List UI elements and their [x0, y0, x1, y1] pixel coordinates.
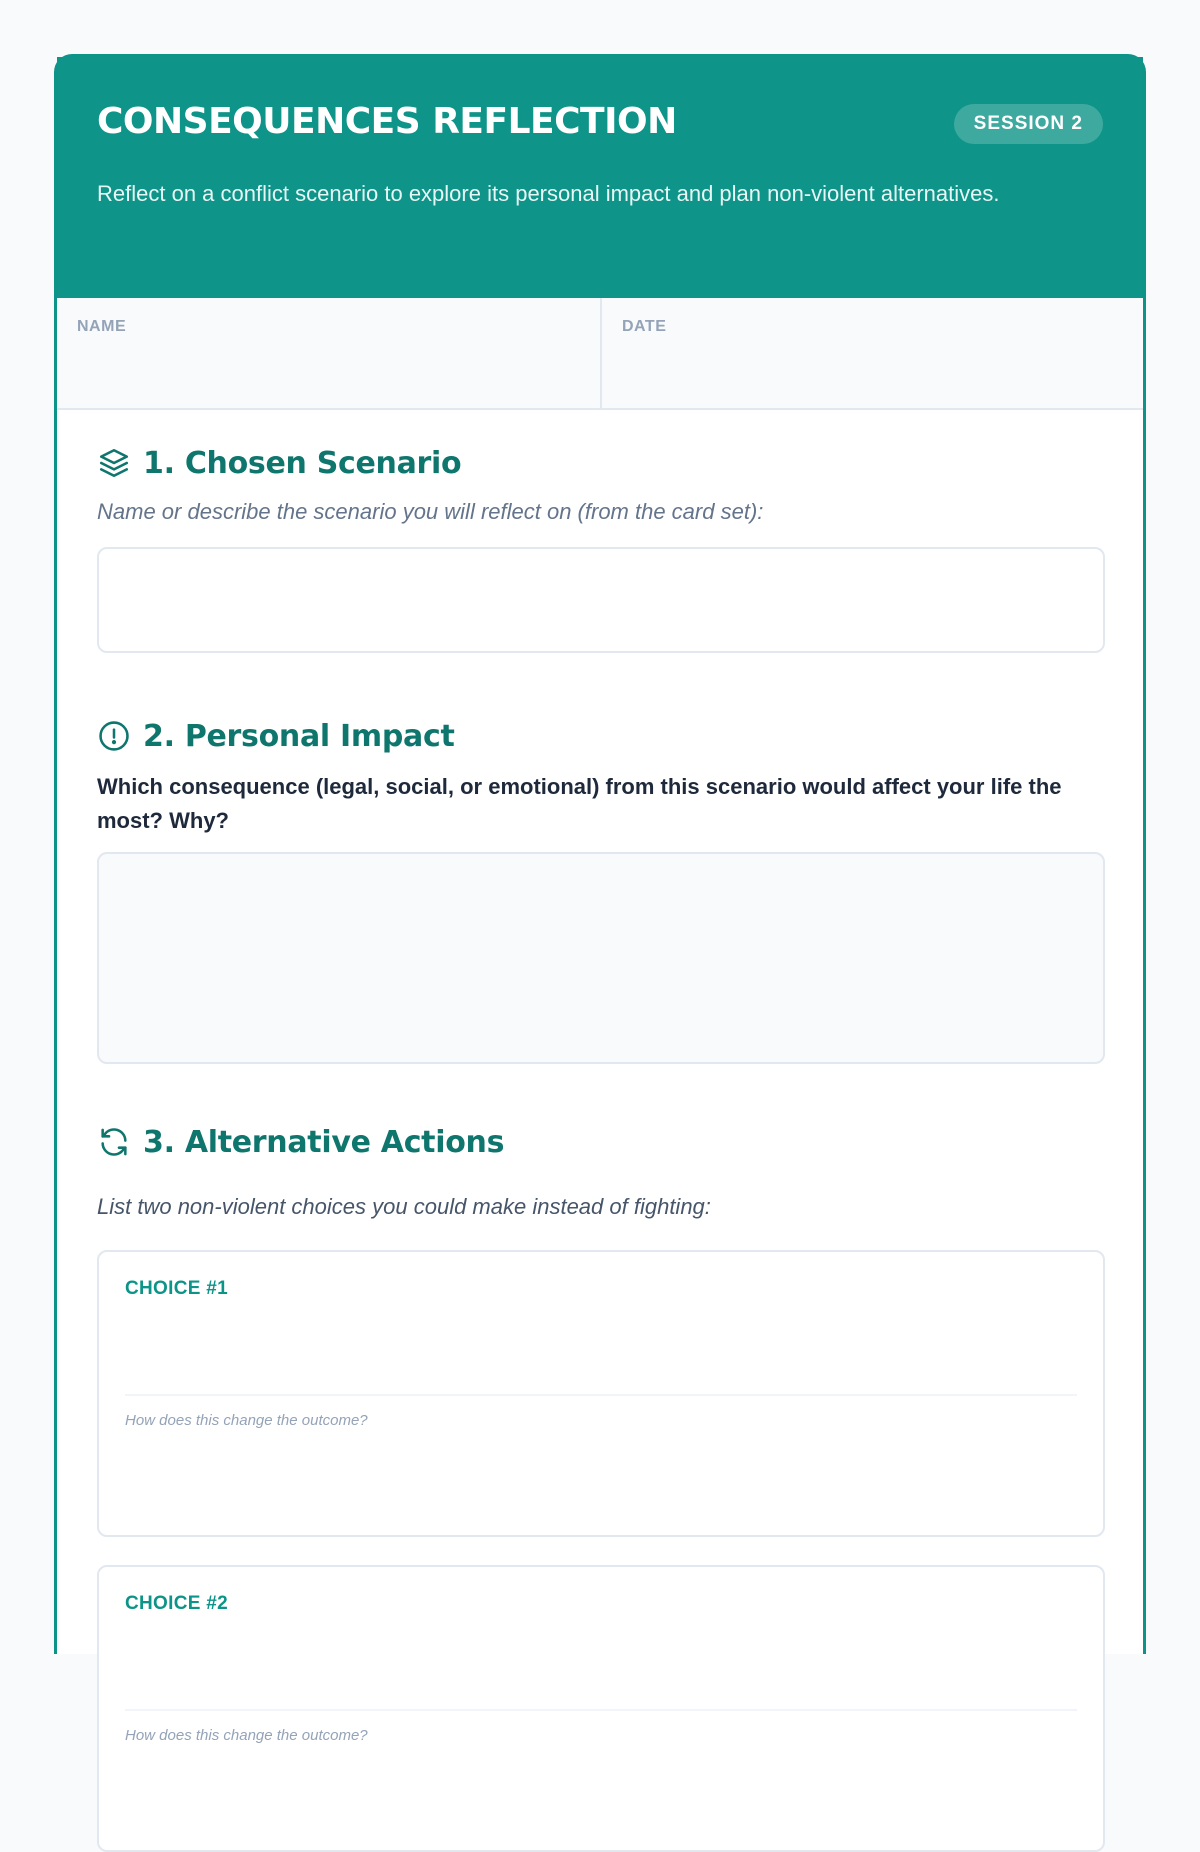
section-chosen-scenario: [97, 443, 1105, 653]
page-title: CONSEQUENCES REFLECTION: [97, 101, 677, 142]
student-info-row: [57, 298, 1143, 410]
section-personal-impact: [97, 716, 1105, 1064]
refresh-icon: [97, 1125, 131, 1159]
layers-icon: [97, 446, 131, 480]
choice-input[interactable]: [125, 1615, 1077, 1709]
choice-input[interactable]: [125, 1300, 1077, 1394]
section-prompt: Name or describe the scenario you will reflect on (from the card set):: [97, 499, 764, 524]
date-field[interactable]: [600, 298, 1143, 408]
section-question: Which consequence (legal, social, or emotional) from this scenario would affect your life the most? Why?: [97, 774, 1062, 833]
section-title: 1. Chosen Scenario: [143, 445, 462, 481]
choice-label: CHOICE #1: [125, 1278, 229, 1299]
choice-sub-prompt: How does this change the outcome?: [125, 1412, 368, 1429]
date-label: DATE: [622, 318, 667, 335]
name-label: NAME: [77, 318, 127, 335]
impact-textarea[interactable]: [97, 852, 1105, 1064]
section-alternative-actions: [97, 1122, 1105, 1852]
name-field[interactable]: [57, 298, 600, 408]
session-badge: SESSION 2: [954, 104, 1103, 144]
section-prompt: List two non-violent choices you could make instead of fighting:: [97, 1194, 711, 1219]
page-subtitle: Reflect on a conflict scenario to explore its personal impact and plan non-violent alternatives.: [97, 181, 1000, 206]
section-title: 2. Personal Impact: [143, 718, 455, 754]
divider: [125, 1709, 1077, 1711]
section-title: 3. Alternative Actions: [143, 1124, 505, 1160]
scenario-input[interactable]: [97, 547, 1105, 653]
choice-card: [97, 1565, 1105, 1852]
alert-circle-icon: [97, 719, 131, 753]
divider: [125, 1394, 1077, 1396]
choice-card: [97, 1250, 1105, 1537]
section-heading: [97, 1122, 1105, 1162]
outcome-input[interactable]: [125, 1429, 1077, 1519]
worksheet-header: [57, 57, 1143, 298]
section-heading: [97, 716, 1105, 756]
worksheet-card: [54, 54, 1146, 1744]
section-heading: [97, 443, 1105, 483]
choice-label: CHOICE #2: [125, 1593, 229, 1614]
choice-sub-prompt: How does this change the outcome?: [125, 1727, 368, 1744]
